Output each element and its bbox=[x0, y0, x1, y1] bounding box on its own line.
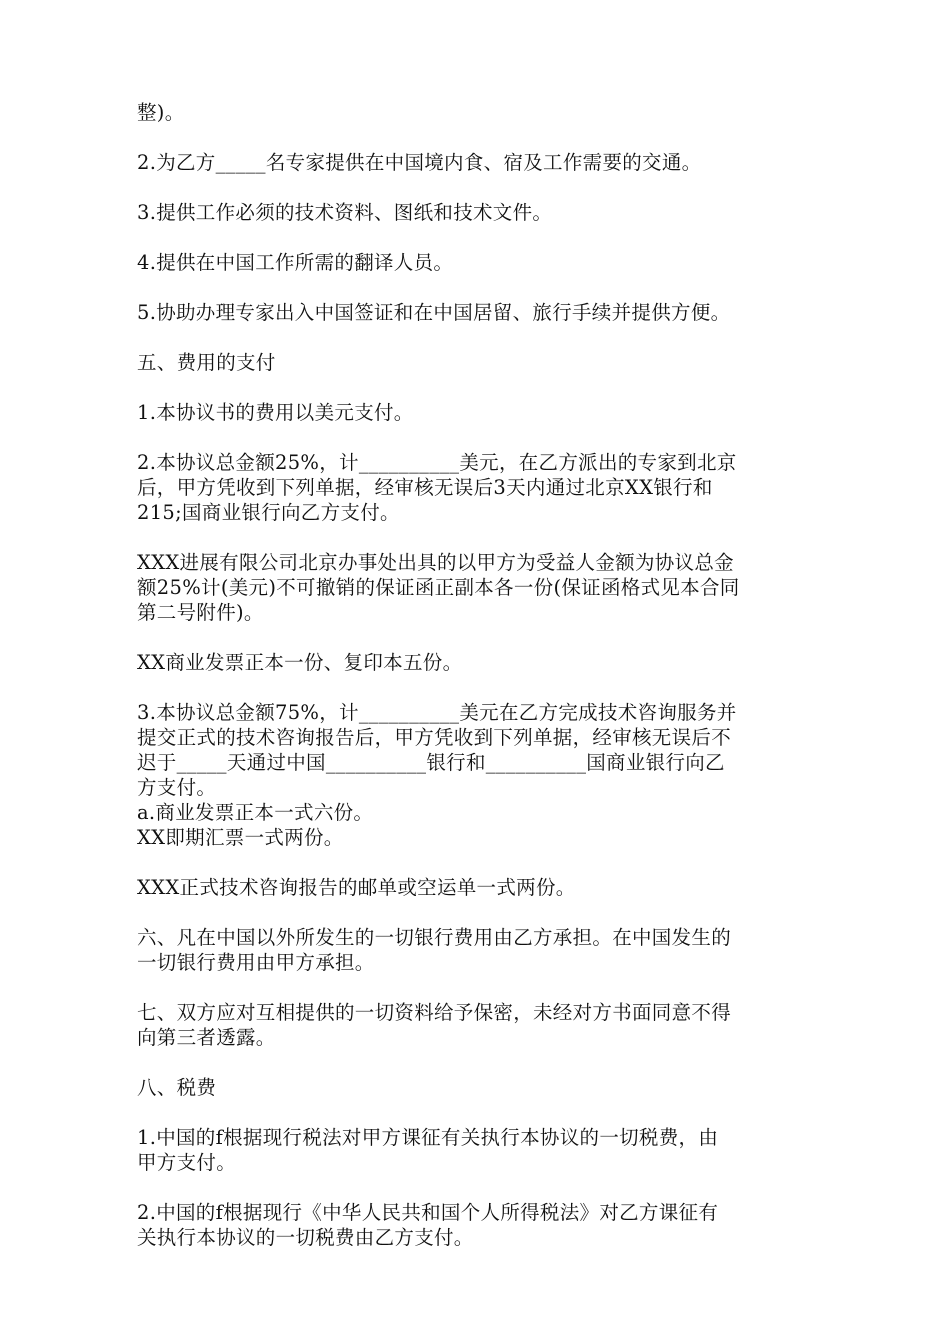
text-line: 五、费用的支付 bbox=[137, 351, 276, 374]
paragraph-commercial-invoice bbox=[137, 650, 817, 675]
text-line: 1.中国的f根据现行税法对甲方课征有关执行本协议的一切税费，由 bbox=[137, 1126, 719, 1149]
text-line: 六、凡在中国以外所发生的一切银行费用由乙方承担。在中国发生的 bbox=[137, 926, 732, 949]
section-heading-taxes bbox=[137, 1075, 817, 1100]
text-line: 迟于_____天通过中国__________银行和__________国商业银行向乙 bbox=[137, 751, 725, 774]
text-line: 1.本协议书的费用以美元支付。 bbox=[137, 401, 414, 424]
paragraph-item-3-materials bbox=[137, 200, 817, 225]
paragraph-tax-2 bbox=[137, 1200, 817, 1250]
text-line: 3.提供工作必须的技术资料、图纸和技术文件。 bbox=[137, 201, 553, 224]
text-line: 整)。 bbox=[137, 101, 185, 124]
section-heading-payment bbox=[137, 350, 817, 375]
text-line: 2.中国的f根据现行《中华人民共和国个人所得税法》对乙方课征有 bbox=[137, 1201, 719, 1224]
text-line: 提交正式的技术咨询报告后，甲方凭收到下列单据，经审核无误后不 bbox=[137, 726, 732, 749]
text-line: XXX正式技术咨询报告的邮单或空运单一式两份。 bbox=[137, 876, 576, 899]
text-line: 方支付。 bbox=[137, 776, 217, 799]
paragraph-payment-1 bbox=[137, 400, 817, 425]
paragraph-guarantee-letter bbox=[137, 550, 817, 625]
text-line: 一切银行费用由甲方承担。 bbox=[137, 951, 375, 974]
text-line: XX即期汇票一式两份。 bbox=[137, 826, 344, 849]
paragraph-item-2-experts bbox=[137, 150, 817, 175]
paragraph-consultation-report bbox=[137, 875, 817, 900]
paragraph-payment-2 bbox=[137, 450, 817, 525]
text-line: a.商业发票正本一式六份。 bbox=[137, 801, 374, 824]
text-line: 八、税费 bbox=[137, 1076, 217, 1099]
section-confidentiality bbox=[137, 1000, 817, 1050]
paragraph-tax-1 bbox=[137, 1125, 817, 1175]
text-line: 4.提供在中国工作所需的翻译人员。 bbox=[137, 251, 454, 274]
paragraph-payment-3 bbox=[137, 700, 817, 850]
paragraph-continuation bbox=[137, 100, 817, 125]
text-line: 第二号附件)。 bbox=[137, 601, 264, 624]
text-line: XXX进展有限公司北京办事处出具的以甲方为受益人金额为协议总金 bbox=[137, 551, 734, 574]
text-line: 甲方支付。 bbox=[137, 1151, 237, 1174]
text-line: 后，甲方凭收到下列单据，经审核无误后3天内通过北京XX银行和 bbox=[137, 476, 713, 499]
section-bank-charges bbox=[137, 925, 817, 975]
text-line: 向第三者透露。 bbox=[137, 1026, 276, 1049]
text-line: 2.本协议总金额25%，计__________美元，在乙方派出的专家到北京 bbox=[137, 451, 737, 474]
text-line: 3.本协议总金额75%，计__________美元在乙方完成技术咨询服务并 bbox=[137, 701, 737, 724]
text-line: 额25%计(美元)不可撤销的保证函正副本各一份(保证函格式见本合同 bbox=[137, 576, 740, 599]
text-line: 关执行本协议的一切税费由乙方支付。 bbox=[137, 1226, 474, 1249]
text-line: 5.协助办理专家出入中国签证和在中国居留、旅行手续并提供方便。 bbox=[137, 301, 731, 324]
paragraph-item-4-translators bbox=[137, 250, 817, 275]
text-line: 215;国商业银行向乙方支付。 bbox=[137, 501, 400, 524]
text-line: 七、双方应对互相提供的一切资料给予保密，未经对方书面同意不得 bbox=[137, 1001, 732, 1024]
paragraph-item-5-visa bbox=[137, 300, 817, 325]
text-line: 2.为乙方_____名专家提供在中国境内食、宿及工作需要的交通。 bbox=[137, 151, 702, 174]
text-line: XX商业发票正本一份、复印本五份。 bbox=[137, 651, 463, 674]
